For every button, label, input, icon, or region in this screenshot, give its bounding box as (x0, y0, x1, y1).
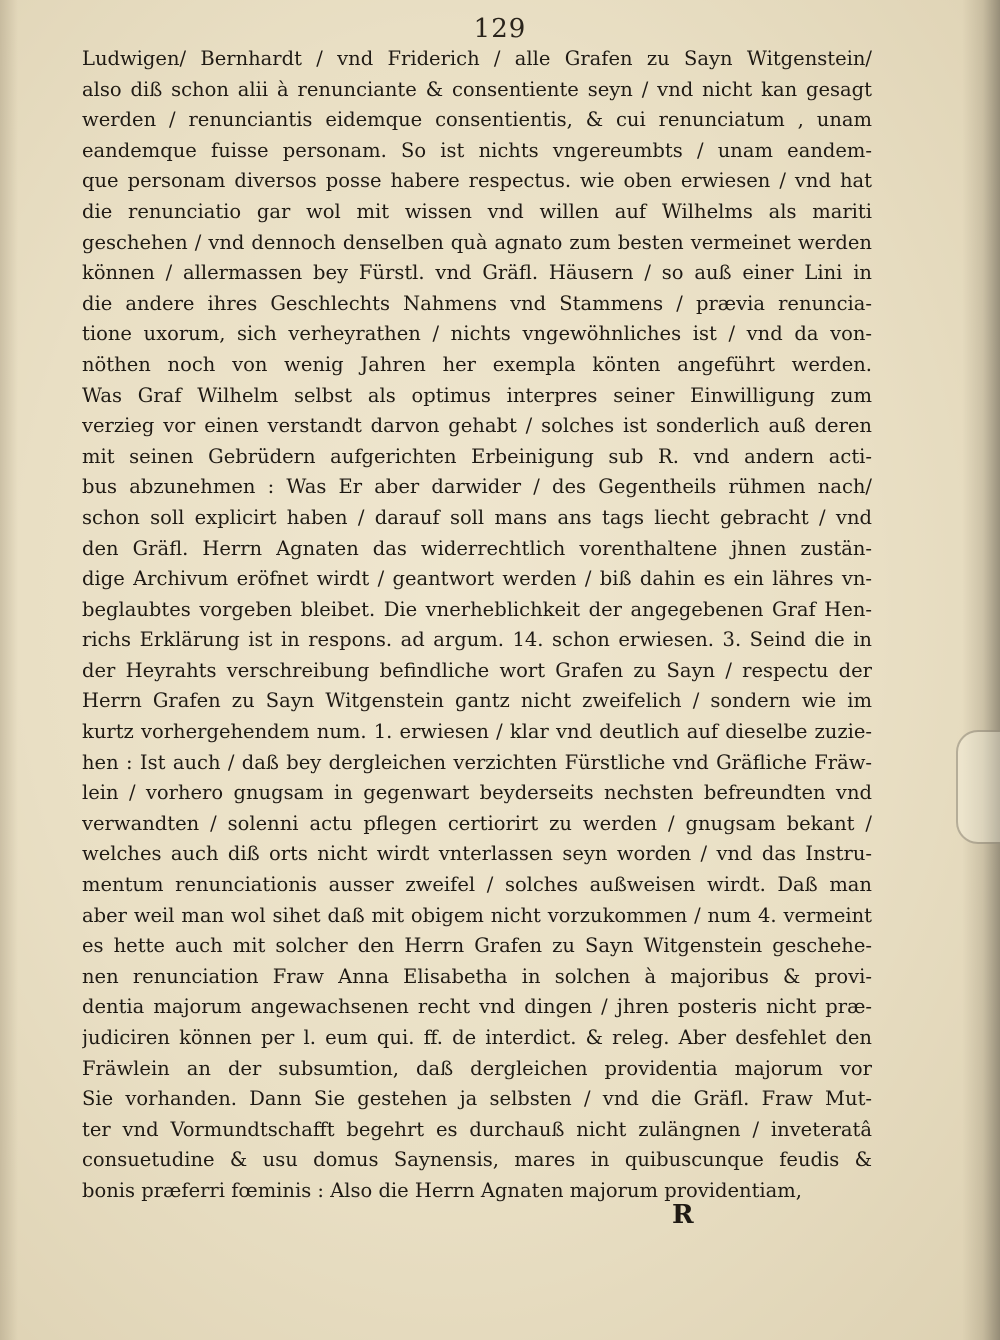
text-line: können / allermassen bey Fürstl. vnd Gräfl. Häusern / so auß einer Lini in (82, 261, 872, 285)
text-line: eandemque fuisse personam. So ist nichts vngereumbts / unam eandem- (82, 138, 872, 162)
text-line: Sie vorhanden. Dann Sie gestehen ja selbsten / vnd die Gräfl. Fraw Mut- (82, 1087, 872, 1111)
page-left-edge (0, 0, 18, 1340)
text-line: Herrn Grafen zu Sayn Witgenstein gantz nicht zweifelich / sondern wie im (82, 689, 872, 713)
text-line: lein / vorhero gnugsam in gegenwart beyderseits nechsten befreundten vnd (82, 781, 872, 805)
text-line: geschehen / vnd dennoch denselben quà agnato zum besten vermeinet werden (82, 230, 872, 254)
text-line: mentum renunciationis ausser zweifel / solches außweisen wirdt. Daß man (82, 873, 872, 897)
text-line: welches auch diß orts nicht wirdt vnterlassen seyn worden / vnd das Instru- (82, 842, 872, 866)
page-right-shadow (962, 0, 1000, 1340)
text-line: dentia majorum angewachsenen recht vnd dingen / jhren posteris nicht præ- (82, 995, 872, 1019)
body-text (82, 44, 872, 1207)
text-line: nen renunciation Fraw Anna Elisabetha in solchen à majoribus & provi- (82, 964, 872, 988)
catchword: R (672, 1200, 694, 1230)
text-line: werden / renunciantis eidemque consentientis, & cui renunciatum , unam (82, 108, 872, 132)
text-line: der Heyrahts verschreibung befindliche wort Grafen zu Sayn / respectu der (82, 658, 872, 682)
text-line: beglaubtes vorgeben bleibet. Die vnerheblichkeit der angegebenen Graf Hen- (82, 597, 872, 621)
text-line: verzieg vor einen verstandt darvon gehabt / solches ist sonderlich auß deren (82, 414, 872, 438)
text-line: schon soll explicirt haben / darauf soll mans ans tags liecht gebracht / vnd (82, 505, 872, 529)
text-line: mit seinen Gebrüdern aufgerichten Erbeinigung sub R. vnd andern acti- (82, 444, 872, 468)
page-number: 129 (473, 14, 527, 44)
text-line: nöthen noch von wenig Jahren her exempla könten angeführt werden. (82, 352, 872, 376)
text-line: die andere ihres Geschlechts Nahmens vnd Stammens / prævia renuncia- (82, 291, 872, 315)
text-line: ter vnd Vormundtschafft begehrt es durchauß nicht zulängnen / inveteratâ (82, 1117, 872, 1141)
text-line: aber weil man wol sihet daß mit obigem nicht vorzukommen / num 4. vermeint (82, 903, 872, 927)
text-line: die renunciatio gar wol mit wissen vnd willen auf Wilhelms als mariti (82, 199, 872, 223)
text-line: richs Erklärung ist in respons. ad argum. 14. schon erwiesen. 3. Seind die in (82, 628, 872, 652)
page-curl (956, 730, 1000, 844)
text-line: Ludwigen/ Bernhardt / vnd Friderich / alle Grafen zu Sayn Witgenstein/ (82, 47, 872, 70)
text-line: Was Graf Wilhelm selbst als optimus interpres seiner Einwilligung zum (82, 383, 872, 407)
text-line: tione uxorum, sich verheyrathen / nichts vngewöhnliches ist / vnd da von- (82, 322, 872, 346)
text-line: que personam diversos posse habere respectus. wie oben erwiesen / vnd hat (82, 169, 872, 193)
text-line: Fräwlein an der subsumtion, daß dergleichen providentia majorum vor (82, 1056, 872, 1080)
text-line: es hette auch mit solcher den Herrn Grafen zu Sayn Witgenstein geschehe- (82, 934, 872, 958)
text-line: den Gräfl. Herrn Agnaten das widerrechtlich vorenthaltene jhnen zustän- (82, 536, 872, 560)
text-line: also diß schon alii à renunciante & consentiente seyn / vnd nicht kan gesagt (82, 77, 872, 101)
text-line: dige Archivum eröfnet wirdt / geantwort werden / biß dahin es ein lähres vn- (82, 567, 872, 591)
text-line: bonis præferri fœminis : Also die Herrn Agnaten majorum providentiam, (82, 1178, 802, 1202)
text-line: verwandten / solenni actu pflegen certiorirt zu werden / gnugsam bekant / (82, 811, 872, 835)
text-line: judiciren können per l. eum qui. ff. de interdict. & releg. Aber desfehlet den (82, 1026, 872, 1049)
text-line: bus abzunehmen : Was Er aber darwider / des Gegentheils rühmen nach/ (82, 475, 872, 499)
text-line: consuetudine & usu domus Saynensis, mares in quibuscunque feudis & (82, 1148, 872, 1172)
text-line: kurtz vorhergehendem num. 1. erwiesen / klar vnd deutlich auf dieselbe zuzie- (82, 720, 872, 744)
text-line: hen : Ist auch / daß bey dergleichen verzichten Fürstliche vnd Gräfliche Fräw- (82, 750, 872, 774)
